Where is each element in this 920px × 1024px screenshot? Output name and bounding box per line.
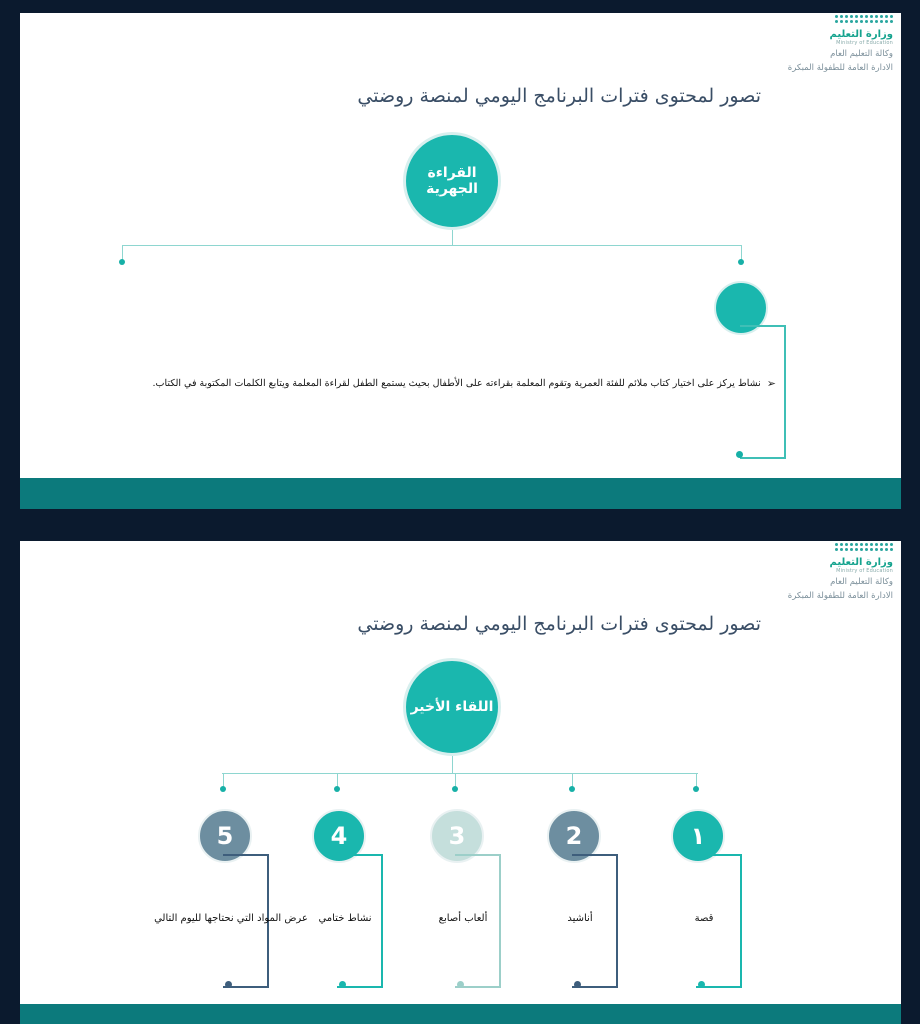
item-number: 2 [565,822,583,850]
connector-line [122,245,742,246]
department-name: الادارة العامة للطفولة المبكرة [787,63,893,73]
logo-dots-icon [835,15,893,23]
slide-2 [20,541,901,1024]
connector-dot [119,259,125,265]
connector-line [696,773,697,787]
end-dot [698,981,705,988]
main-topic-label: القراءة الجهرية [426,165,478,197]
connector-dot [220,786,226,792]
bracket-line [740,325,786,459]
logo-dots-icon [835,543,893,551]
item-number: 4 [330,822,348,850]
logo-ministry-name: وزارة التعليم [829,557,893,568]
connector-line [572,773,573,787]
connector-dot [452,786,458,792]
item-label: نشاط ختامي [318,913,372,924]
slide-title: تصور لمحتوى فترات البرنامج اليومي لمنصة روضتي [357,613,761,635]
connector-dot [569,786,575,792]
end-dot [736,451,743,458]
logo-ministry-en: Ministry of Education [836,568,893,574]
logo-ministry-name: وزارة التعليم [829,29,893,40]
item-label: أناشيد [567,913,593,924]
arrow-bullet-icon: ➢ [766,377,776,390]
footer-bar [20,1004,901,1024]
connector-line [223,773,224,787]
agency-name: وكالة التعليم العام [830,577,893,587]
connector-line [337,773,338,787]
end-dot [225,981,232,988]
item-label: ألعاب أصابع [438,913,488,924]
bullet-text: نشاط يركز على اختيار كتاب ملائم للفئة العمرية وتقوم المعلمة بقراءته على الأطفال بحيث يستمع الطفل لقراءة المعلمة ويتابع الكلمات المكتوبة في الكتاب. [152,378,761,389]
main-topic-circle [403,132,501,230]
ministry-logo [783,543,893,603]
item-number: ١ [690,822,706,850]
connector-line [452,756,453,773]
slide-1 [20,13,901,509]
item-label: عرض المواد التي نحتاجها لليوم التالي [154,913,308,924]
logo-ministry-en: Ministry of Education [836,40,893,46]
connector-line [455,773,456,787]
end-dot [457,981,464,988]
connector-dot [693,786,699,792]
main-topic-label: اللقاء الأخير [410,699,494,715]
item-label: قصة [694,913,714,924]
connector-line [452,230,453,245]
end-dot [574,981,581,988]
item-number: 3 [448,822,466,850]
item-number: 5 [216,822,234,850]
connector-dot [738,259,744,265]
end-dot [339,981,346,988]
connector-line [222,773,698,774]
ministry-logo [783,15,893,75]
main-topic-circle [403,658,501,756]
bullet-item [132,377,776,390]
slide-title: تصور لمحتوى فترات البرنامج اليومي لمنصة روضتي [357,85,761,107]
footer-bar [20,478,901,509]
department-name: الادارة العامة للطفولة المبكرة [787,591,893,601]
connector-dot [334,786,340,792]
agency-name: وكالة التعليم العام [830,49,893,59]
